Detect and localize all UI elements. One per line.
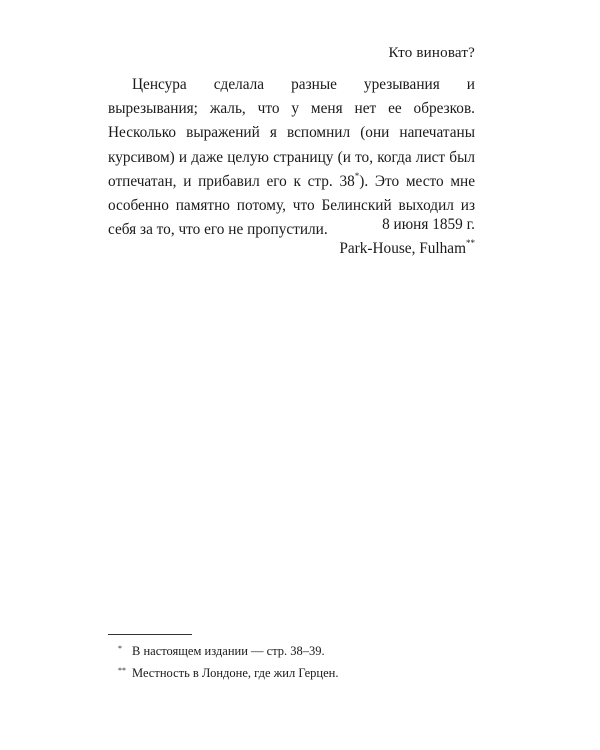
footnote-reference-2: ** bbox=[466, 237, 475, 248]
footnotes bbox=[118, 640, 339, 684]
paragraph-text-1: Ценсура сделала разные урезывания и вырезывания; жаль, что у меня нет ее обрезков. Несколько выражений я вспомнил (они напечатаны курсивом) и даже целую страницу (и то, когда лист был отпечатан, и прибавил его к стр. 38 bbox=[108, 76, 475, 190]
footnote-rule bbox=[108, 634, 192, 635]
footnote-reference-1: * bbox=[354, 170, 360, 181]
running-head: Кто виноват? bbox=[388, 45, 475, 61]
footnote-text: В настоящем издании — стр. 38–39. bbox=[132, 644, 325, 658]
signature-date: 8 июня 1859 г. bbox=[382, 216, 475, 233]
footnote-mark: * bbox=[118, 644, 122, 653]
footnote-1 bbox=[118, 640, 339, 662]
signature-place: Park-House, Fulham bbox=[339, 240, 466, 257]
signature-place-line bbox=[339, 237, 475, 261]
footnote-text: Местность в Лондоне, где жил Герцен. bbox=[132, 666, 339, 680]
signature-block bbox=[339, 213, 475, 261]
footnote-mark: ** bbox=[118, 666, 126, 675]
paragraph-text-2: ). Это место мне особенно памятно потому, что Белинский выходил из себя за то, что его не пропустили. bbox=[108, 172, 475, 239]
footnote-2 bbox=[118, 662, 339, 684]
